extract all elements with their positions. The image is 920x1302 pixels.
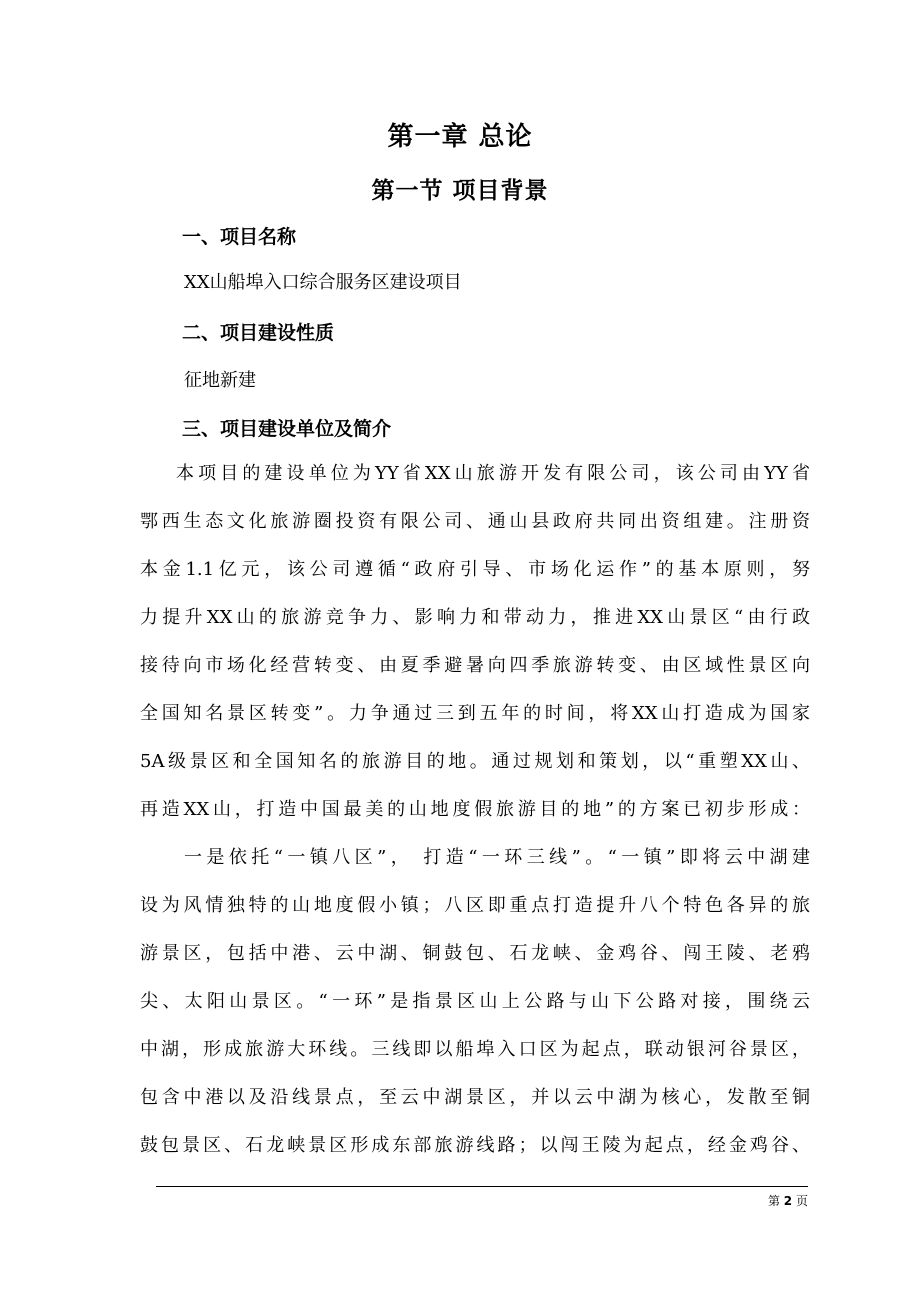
project-nature-text: 征地新建 (184, 370, 256, 391)
page-number-prefix: 第 (767, 1194, 780, 1208)
paragraph-line: 再造XX山，打造中国最美的山地度假旅游目的地”的方案已初步形成： (140, 799, 810, 820)
footer-divider (156, 1186, 808, 1187)
paragraph-line: 本金1.1亿元，该公司遵循“政府引导、市场化运作”的基本原则，努 (140, 559, 810, 580)
paragraph-line: 中湖，形成旅游大环线。三线即以船埠入口区为起点，联动银河谷景区， (140, 1039, 810, 1060)
paragraph-line: 5A级景区和全国知名的旅游目的地。通过规划和策划，以“重塑XX山、 (140, 751, 810, 772)
paragraph-plan (140, 834, 810, 1170)
paragraph-line: 接待向市场化经营转变、由夏季避暑向四季旅游转变、由区域性景区向 (140, 655, 810, 676)
paragraph-line: 设为风情独特的山地度假小镇；八区即重点打造提升八个特色各异的旅 (140, 895, 810, 916)
page-number-suffix: 页 (795, 1194, 808, 1208)
heading-builder-intro: 三、项目建设单位及简介 (182, 418, 392, 440)
paragraph-line: 鄂西生态文化旅游圈投资有限公司、通山县政府共同出资组建。注册资 (140, 511, 810, 532)
paragraph-line: 全国知名景区转变”。力争通过三到五年的时间，将XX山打造成为国家 (140, 703, 810, 724)
paragraph-line: 本项目的建设单位为YY省XX山旅游开发有限公司，该公司由YY省 (176, 463, 810, 484)
paragraph-line: 鼓包景区、石龙峡景区形成东部旅游线路；以闯王陵为起点，经金鸡谷、 (140, 1135, 810, 1156)
paragraph-builder-intro (140, 450, 810, 834)
heading-project-name: 一、项目名称 (182, 226, 297, 248)
paragraph-line: 力提升XX山的旅游竞争力、影响力和带动力，推进XX山景区“由行政 (140, 607, 810, 628)
paragraph-line: 游景区，包括中港、云中湖、铜鼓包、石龙峡、金鸡谷、闯王陵、老鸦 (140, 943, 810, 964)
paragraph-line: 包含中港以及沿线景点，至云中湖景区，并以云中湖为核心，发散至铜 (140, 1087, 810, 1108)
heading-project-nature: 二、项目建设性质 (182, 322, 335, 344)
project-name-text: XX山船埠入口综合服务区建设项目 (184, 272, 462, 293)
page-footer (768, 1192, 808, 1209)
page-number: 2 (783, 1194, 793, 1208)
paragraph-line: 尖、太阳山景区。“一环”是指景区山上公路与山下公路对接，围绕云 (140, 991, 810, 1012)
chapter-title: 第一章 总论 (387, 122, 533, 152)
paragraph-line: 一是依托“一镇八区”， 打造“一环三线”。“一镇”即将云中湖建 (184, 847, 810, 868)
section-title: 第一节 项目背景 (371, 178, 549, 204)
